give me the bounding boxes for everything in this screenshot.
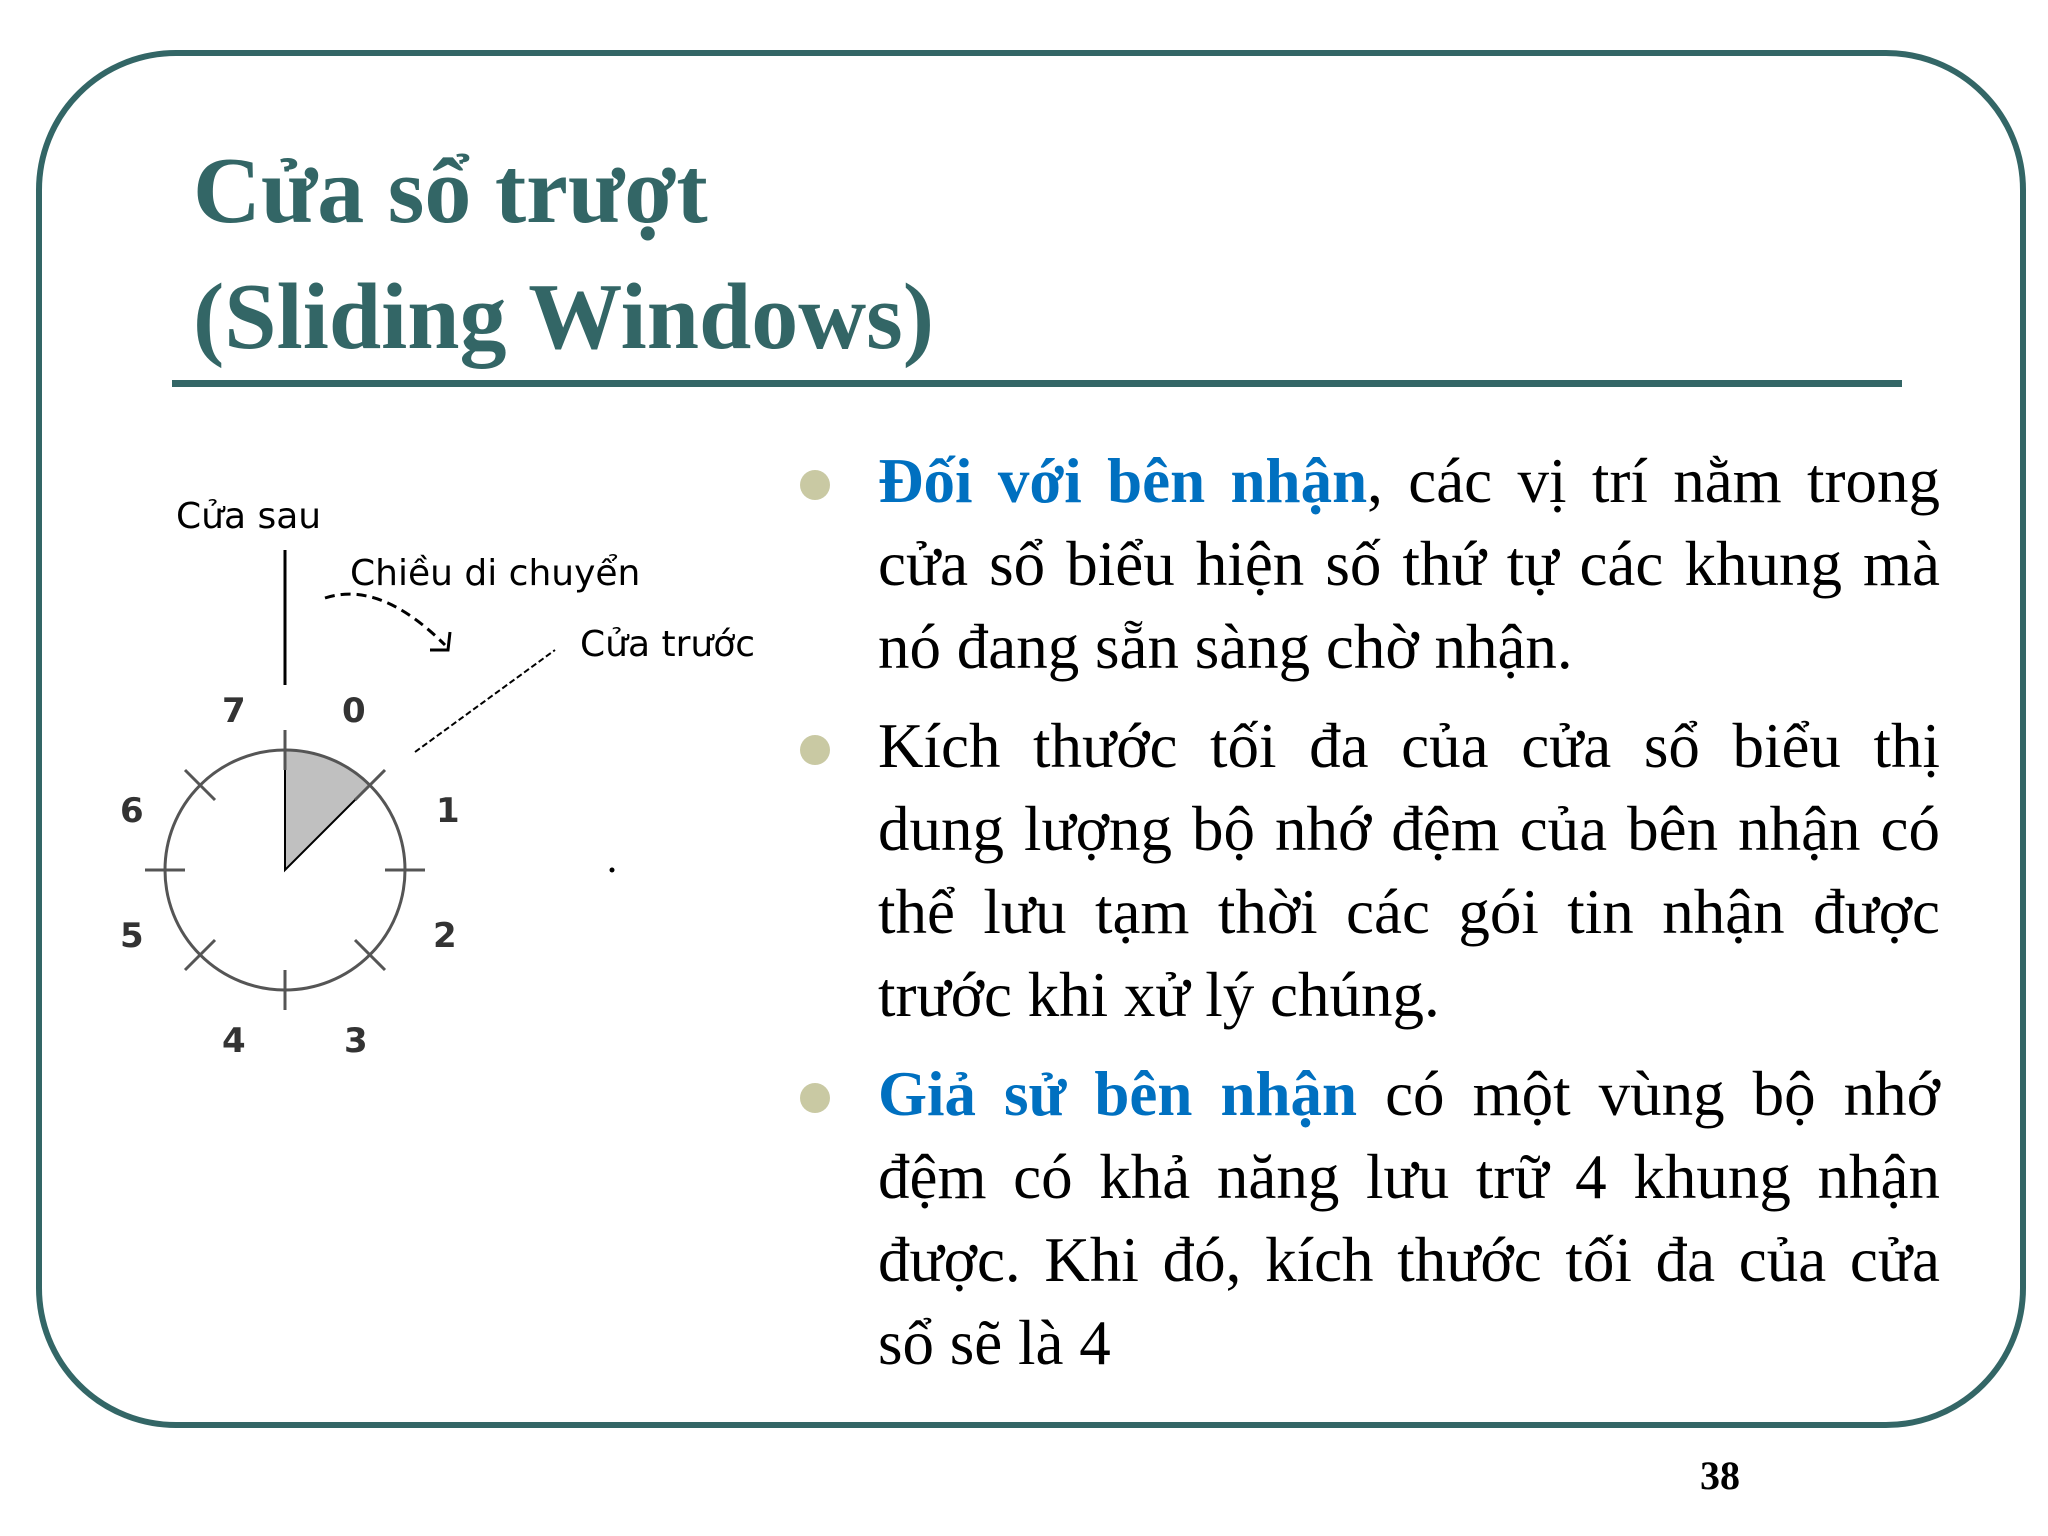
- bullet-icon: [800, 1083, 830, 1113]
- seq-number-2: 2: [433, 916, 457, 956]
- seq-number-5: 5: [120, 916, 144, 956]
- title-underline: [172, 380, 1902, 387]
- title-line-2: (Sliding Windows): [193, 265, 935, 369]
- bullet-text: có một vùng bộ nhớ đệm có khả năng lưu trữ 4 khung nhận được. Khi đó, kích thước tối đa của cửa sổ sẽ là 4: [878, 1059, 1940, 1378]
- seq-number-3: 3: [344, 1021, 368, 1061]
- seq-number-6: 6: [120, 791, 144, 831]
- bullet-highlight: Đối với bên nhận: [878, 446, 1368, 516]
- front-pointer-line: [415, 650, 555, 752]
- bullet-item: [800, 705, 1940, 1037]
- label-front-window: Cửa trước: [580, 624, 756, 665]
- label-direction: Chiều di chuyển: [350, 553, 641, 594]
- bullet-icon: [800, 470, 830, 500]
- bullet-list: [800, 440, 1940, 1401]
- window-sector: [285, 750, 370, 870]
- bullet-item: [800, 1053, 1940, 1385]
- seq-number-7: 7: [222, 691, 246, 731]
- label-rear-window: Cửa sau: [176, 496, 322, 537]
- seq-number-4: 4: [222, 1021, 246, 1061]
- title-line-1: Cửa sổ trượt: [193, 139, 708, 243]
- seq-number-1: 1: [436, 791, 460, 831]
- slide-title: [193, 128, 934, 380]
- direction-arrow: [325, 594, 445, 645]
- bullet-highlight: Giả sử bên nhận: [878, 1059, 1358, 1129]
- seq-number-0: 0: [342, 691, 366, 731]
- bullet-icon: [800, 735, 830, 765]
- stray-dot: [610, 868, 615, 873]
- bullet-item: [800, 440, 1940, 689]
- sliding-window-diagram: [100, 470, 780, 1090]
- bullet-text: Kích thước tối đa của cửa sổ biểu thị dung lượng bộ nhớ đệm của bên nhận có thể lưu tạm thời các gói tin nhận được trước khi xử lý chúng.: [878, 711, 1940, 1030]
- page-number: 38: [1700, 1453, 1740, 1498]
- bullet-text: , các vị trí nằm trong cửa sổ biểu hiện số thứ tự các khung mà nó đang sẵn sàng chờ nhận.: [878, 446, 1940, 682]
